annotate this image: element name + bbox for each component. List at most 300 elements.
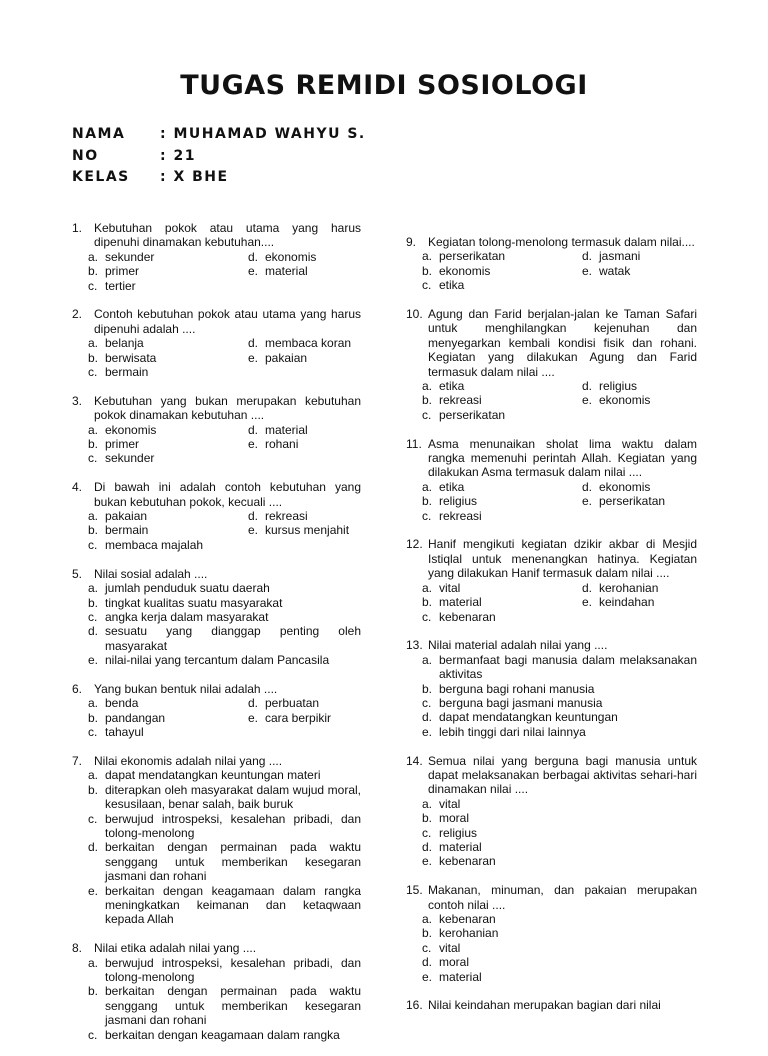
question-number: 7.: [72, 753, 83, 768]
answer-option: [422, 494, 582, 508]
option-text: perserikatan: [439, 249, 506, 264]
answer-option: [248, 509, 361, 523]
answer-option: [582, 264, 697, 278]
option-text: kursus menjahit: [265, 523, 350, 538]
question-number: 14.: [406, 753, 423, 768]
info-label: NAMA: [72, 126, 126, 142]
answer-option: [248, 711, 361, 725]
answer-option: [88, 624, 361, 653]
option-text: ekonomis: [599, 393, 651, 408]
option-letter: e.: [422, 724, 433, 739]
option-letter: e.: [88, 883, 99, 898]
info-label: KELAS: [72, 169, 130, 185]
answer-option: [88, 696, 248, 710]
question-number: 9.: [406, 235, 417, 249]
answer-option: [422, 249, 582, 263]
option-letter: c.: [88, 278, 98, 293]
option-letter: a.: [88, 768, 99, 783]
answer-option: [422, 854, 697, 868]
option-text: angka kerja dalam masyarakat: [105, 609, 269, 624]
answer-options: [72, 581, 361, 667]
option-letter: c.: [422, 407, 432, 422]
option-text: sesuatu yang dianggap penting oleh masyarakat: [105, 624, 361, 653]
option-text: material: [265, 422, 308, 437]
answer-option: [422, 840, 697, 854]
answer-options: [406, 379, 697, 422]
question-header: [406, 883, 697, 912]
option-letter: c.: [422, 508, 432, 523]
option-text: tertier: [105, 278, 136, 293]
option-text: perserikatan: [599, 494, 666, 509]
option-letter: c.: [88, 609, 98, 624]
info-value: : 21: [160, 147, 196, 164]
option-letter: e.: [422, 854, 433, 869]
option-letter: b.: [422, 393, 433, 408]
option-letter: e.: [248, 437, 259, 452]
option-text: vital: [439, 940, 461, 955]
answer-options: [406, 912, 697, 984]
question-header: [72, 754, 361, 768]
answer-options: [406, 797, 697, 869]
question-text: Nilai keindahan merupakan bagian dari nilai: [428, 998, 661, 1013]
question-text: Nilai ekonomis adalah nilai yang ....: [94, 753, 283, 768]
answer-option: [88, 365, 248, 379]
answer-option: [422, 941, 697, 955]
option-text: perbuatan: [265, 696, 320, 711]
option-text: membaca koran: [265, 336, 352, 351]
answer-option: [422, 610, 582, 624]
option-text: vital: [439, 580, 461, 595]
option-letter: b.: [88, 595, 99, 610]
answer-option: [248, 437, 361, 451]
answer-options: [72, 423, 361, 466]
answer-option: [88, 451, 248, 465]
question: [406, 537, 697, 623]
option-text: vital: [439, 796, 461, 811]
answer-option: [248, 250, 361, 264]
option-letter: a.: [422, 912, 433, 926]
question-number: 6.: [72, 681, 83, 696]
option-text: dapat mendatangkan keuntungan: [439, 710, 618, 725]
option-text: rekreasi: [439, 393, 482, 408]
answer-option: [422, 912, 697, 926]
option-letter: b.: [422, 811, 433, 826]
option-text: berkaitan dengan keagamaan dalam rangka meningkatkan keimanan dan ketaqwaan kepada Allah: [105, 883, 361, 927]
questions-right-column: [406, 235, 697, 1027]
answer-option: [422, 955, 697, 969]
option-text: kebenaran: [439, 609, 496, 624]
answer-option: [88, 984, 361, 1027]
answer-option: [248, 423, 361, 437]
option-text: religius: [599, 379, 638, 394]
answer-option: [422, 725, 697, 739]
option-text: membaca majalah: [105, 537, 204, 552]
question-header: [72, 567, 361, 581]
answer-option: [422, 480, 582, 494]
option-letter: d.: [582, 479, 593, 494]
answer-option: [582, 494, 697, 508]
option-text: sekunder: [105, 451, 155, 466]
answer-option: [88, 279, 248, 293]
option-letter: b.: [88, 264, 99, 279]
option-text: keindahan: [599, 595, 655, 610]
option-text: material: [439, 595, 482, 610]
option-letter: d.: [422, 955, 433, 970]
question: [406, 235, 697, 293]
question-number: 3.: [72, 393, 83, 408]
info-value: : X BHE: [160, 169, 229, 185]
answer-option: [88, 840, 361, 883]
answer-option: [582, 480, 697, 494]
answer-option: [88, 596, 361, 610]
answer-option: [582, 595, 697, 609]
option-text: cara berpikir: [265, 710, 332, 725]
answer-option: [88, 437, 248, 451]
option-letter: b.: [422, 595, 433, 610]
option-letter: b.: [88, 782, 99, 797]
option-text: pandangan: [105, 710, 166, 725]
answer-option: [422, 408, 582, 422]
option-text: kebenaran: [439, 854, 496, 869]
option-letter: c.: [422, 825, 432, 840]
student-info: [72, 124, 366, 189]
question-text: Kegiatan tolong-menolong termasuk dalam nilai....: [428, 235, 695, 249]
option-text: berwisata: [105, 350, 157, 365]
question-text: Asma menunaikan sholat lima waktu dalam rangka memenuhi perintah Allah. Kegiatan yang dilakukan Asma termasuk dalam nilai ....: [428, 436, 697, 480]
option-letter: d.: [88, 624, 99, 639]
answer-option: [88, 538, 248, 552]
question-number: 8.: [72, 941, 83, 956]
answer-option: [88, 581, 361, 595]
option-letter: c.: [88, 451, 98, 466]
question-header: [406, 537, 697, 580]
answer-option: [88, 711, 248, 725]
answer-option: [248, 523, 361, 537]
option-text: tingkat kualitas suatu masyarakat: [105, 595, 283, 610]
question: [72, 221, 361, 293]
answer-option: [88, 509, 248, 523]
option-text: nilai-nilai yang tercantum dalam Pancasila: [105, 653, 330, 668]
answer-options: [72, 956, 361, 1042]
option-text: lebih tinggi dari nilai lainnya: [439, 724, 586, 739]
answer-option: [88, 884, 361, 927]
question-number: 5.: [72, 566, 83, 581]
question-header: [406, 998, 697, 1012]
question-number: 10.: [406, 307, 423, 322]
question-text: Agung dan Farid berjalan-jalan ke Taman Safari untuk menghilangkan kejenuhan dan menyegarkan kembali kondisi fisik dan rohani. Kegiatan yang dilakukan Agung dan Farid termasuk dalam nilai ....: [428, 307, 697, 379]
option-letter: b.: [422, 494, 433, 509]
option-text: watak: [599, 263, 631, 278]
option-letter: e.: [248, 523, 259, 538]
option-text: bermain: [105, 523, 149, 538]
option-letter: e.: [582, 393, 593, 408]
option-text: berguna bagi jasmani manusia: [439, 695, 603, 710]
option-letter: c.: [88, 725, 98, 740]
answer-option: [248, 336, 361, 350]
answer-options: [406, 480, 697, 523]
option-letter: b.: [422, 926, 433, 941]
option-text: berkaitan dengan keagamaan dalam rangka: [105, 1027, 340, 1042]
answer-options: [72, 509, 361, 552]
answer-option: [88, 250, 248, 264]
option-letter: e.: [582, 494, 593, 509]
answer-option: [88, 423, 248, 437]
question-header: [406, 235, 697, 249]
option-letter: c.: [422, 609, 432, 624]
option-text: dapat mendatangkan keuntungan materi: [105, 768, 321, 783]
answer-option: [422, 797, 697, 811]
option-text: kebenaran: [439, 912, 496, 926]
question-text: Semua nilai yang berguna bagi manusia untuk dapat melaksanakan berbagai aktivitas sehari-hari dinamakan nilai ....: [428, 753, 697, 797]
question: [72, 307, 361, 379]
option-text: kerohanian: [439, 926, 499, 941]
option-letter: b.: [88, 350, 99, 365]
option-letter: d.: [422, 839, 433, 854]
question-header: [72, 221, 361, 250]
option-text: ekonomis: [439, 263, 491, 278]
option-text: bermanfaat bagi manusia dalam melaksanakan aktivitas: [439, 652, 697, 682]
answer-option: [422, 653, 697, 682]
answer-option: [422, 379, 582, 393]
question: [72, 941, 361, 1042]
questions-left-column: [72, 221, 361, 1056]
option-letter: c.: [88, 365, 98, 380]
answer-option: [422, 393, 582, 407]
option-text: belanja: [105, 336, 144, 351]
option-text: rekreasi: [265, 509, 308, 524]
option-text: ekonomis: [599, 479, 651, 494]
question-number: 16.: [406, 998, 423, 1013]
answer-option: [422, 970, 697, 984]
question: [72, 394, 361, 466]
option-letter: a.: [422, 479, 433, 494]
option-text: jasmani: [599, 249, 641, 264]
answer-options: [72, 768, 361, 926]
option-text: perserikatan: [439, 407, 506, 422]
option-text: rohani: [265, 437, 299, 452]
option-text: berwujud introspeksi, kesalehan pribadi, dan tolong-menolong: [105, 955, 361, 985]
question: [72, 567, 361, 668]
option-text: ekonomis: [105, 422, 157, 437]
option-text: ekonomis: [265, 249, 317, 264]
answer-option: [248, 351, 361, 365]
option-text: jumlah penduduk suatu daerah: [105, 581, 270, 596]
answer-option: [582, 379, 697, 393]
option-text: etika: [439, 379, 465, 394]
question-number: 13.: [406, 638, 423, 653]
answer-option: [248, 264, 361, 278]
option-letter: a.: [88, 696, 99, 711]
question-header: [72, 480, 361, 509]
answer-option: [422, 682, 697, 696]
answer-option: [88, 768, 361, 782]
option-letter: a.: [88, 336, 99, 351]
question-text: Kebutuhan yang bukan merupakan kebutuhan pokok dinamakan kebutuhan ....: [94, 393, 361, 423]
option-letter: a.: [88, 955, 99, 970]
answer-options: [72, 696, 361, 739]
answer-option: [88, 783, 361, 812]
question-header: [406, 754, 697, 797]
answer-option: [88, 264, 248, 278]
option-letter: e.: [248, 710, 259, 725]
answer-option: [422, 826, 697, 840]
question-text: Nilai material adalah nilai yang ....: [428, 638, 608, 653]
option-text: moral: [439, 811, 470, 826]
question-text: Hanif mengikuti kegiatan dzikir akbar di Mesjid Istiqlal untuk menenangkan hatinya. Kegiatan yang dilakukan Hanif termasuk dalam nilai ....: [428, 537, 697, 581]
option-letter: d.: [248, 509, 259, 524]
info-value: : MUHAMAD WAHYU S.: [160, 126, 366, 142]
answer-option: [582, 581, 697, 595]
option-text: material: [439, 969, 482, 984]
option-text: benda: [105, 696, 139, 711]
option-letter: a.: [88, 581, 99, 596]
answer-option: [88, 610, 361, 624]
question: [406, 437, 697, 523]
page-title: TUGAS REMIDI SOSIOLOGI: [180, 70, 588, 101]
option-text: sekunder: [105, 249, 155, 264]
option-letter: c.: [88, 811, 98, 826]
option-letter: d.: [248, 336, 259, 351]
option-letter: e.: [248, 264, 259, 279]
answer-option: [422, 595, 582, 609]
question-number: 1.: [72, 221, 83, 235]
answer-option: [422, 581, 582, 595]
question-text: Makanan, minuman, dan pakaian merupakan contoh nilai ....: [428, 883, 697, 912]
option-text: etika: [439, 479, 465, 494]
option-letter: e.: [422, 969, 433, 984]
answer-option: [422, 696, 697, 710]
question: [406, 883, 697, 984]
question-header: [72, 941, 361, 955]
question-header: [406, 307, 697, 379]
answer-option: [88, 956, 361, 985]
option-letter: b.: [88, 523, 99, 538]
option-text: bermain: [105, 365, 149, 380]
answer-option: [422, 509, 582, 523]
answer-options: [72, 336, 361, 379]
info-label: NO: [72, 147, 99, 164]
answer-option: [88, 725, 248, 739]
question: [406, 998, 697, 1012]
option-text: religius: [439, 825, 478, 840]
question-text: Yang bukan bentuk nilai adalah ....: [94, 681, 278, 696]
option-letter: e.: [248, 350, 259, 365]
question-number: 11.: [406, 436, 422, 451]
option-letter: d.: [582, 580, 593, 595]
option-letter: d.: [422, 710, 433, 725]
option-letter: a.: [88, 422, 99, 437]
info-row: [72, 146, 366, 168]
option-text: religius: [439, 494, 478, 509]
answer-option: [88, 1028, 361, 1042]
option-letter: e.: [582, 595, 593, 610]
option-letter: c.: [88, 1027, 98, 1042]
option-letter: d.: [248, 249, 259, 264]
option-text: primer: [105, 264, 140, 279]
option-letter: b.: [422, 263, 433, 278]
question: [406, 638, 697, 739]
option-letter: a.: [88, 249, 99, 264]
question: [72, 480, 361, 552]
option-letter: d.: [582, 249, 593, 264]
answer-options: [406, 653, 697, 739]
question-header: [72, 394, 361, 423]
question: [406, 307, 697, 422]
question-text: Di bawah ini adalah contoh kebutuhan yang bukan kebutuhan pokok, kecuali ....: [94, 480, 361, 509]
answer-option: [88, 653, 361, 667]
answer-option: [88, 351, 248, 365]
question: [72, 754, 361, 927]
answer-option: [88, 812, 361, 841]
answer-option: [582, 249, 697, 263]
answer-option: [582, 393, 697, 407]
question-header: [406, 437, 697, 480]
question-number: 12.: [406, 537, 423, 552]
option-text: material: [439, 839, 482, 854]
option-letter: e.: [88, 653, 99, 668]
option-letter: c.: [88, 537, 98, 552]
question-header: [72, 682, 361, 696]
option-letter: c.: [422, 940, 432, 955]
option-text: tahayul: [105, 725, 144, 740]
answer-option: [88, 523, 248, 537]
answer-option: [248, 696, 361, 710]
answer-options: [72, 250, 361, 293]
answer-options: [406, 249, 697, 292]
info-row: [72, 124, 366, 146]
option-letter: c.: [422, 278, 432, 293]
answer-option: [88, 336, 248, 350]
question-number: 2.: [72, 307, 83, 322]
answer-option: [422, 264, 582, 278]
question-number: 15.: [406, 883, 423, 898]
answer-option: [422, 811, 697, 825]
option-text: etika: [439, 278, 465, 293]
option-text: moral: [439, 955, 470, 970]
option-letter: b.: [88, 437, 99, 452]
question-text: Nilai sosial adalah ....: [94, 566, 208, 581]
answer-option: [422, 926, 697, 940]
question-text: Kebutuhan pokok atau utama yang harus dipenuhi dinamakan kebutuhan....: [94, 221, 361, 250]
option-letter: d.: [248, 422, 259, 437]
option-text: material: [265, 264, 308, 279]
option-text: rekreasi: [439, 508, 482, 523]
option-letter: e.: [582, 263, 593, 278]
question-text: Nilai etika adalah nilai yang ....: [94, 941, 257, 956]
option-letter: c.: [422, 695, 432, 710]
option-text: berkaitan dengan permainan pada waktu senggang untuk memberikan kesegaran jasmani dan rohani: [105, 840, 361, 884]
option-text: kerohanian: [599, 580, 659, 595]
option-letter: b.: [88, 710, 99, 725]
option-letter: b.: [422, 681, 433, 696]
option-letter: b.: [88, 984, 99, 999]
option-text: pakaian: [105, 509, 148, 524]
question-header: [72, 307, 361, 336]
info-row: [72, 167, 366, 189]
question: [72, 682, 361, 740]
option-letter: d.: [248, 696, 259, 711]
answer-options: [406, 581, 697, 624]
option-letter: a.: [422, 379, 433, 394]
option-letter: a.: [88, 509, 99, 524]
option-text: berkaitan dengan permainan pada waktu senggang untuk memberikan kesegaran jasmani dan rohani: [105, 984, 361, 1028]
question-number: 4.: [72, 480, 83, 495]
answer-option: [422, 278, 582, 292]
option-letter: a.: [422, 249, 433, 264]
option-letter: a.: [422, 580, 433, 595]
question: [406, 754, 697, 869]
option-letter: d.: [88, 840, 99, 855]
